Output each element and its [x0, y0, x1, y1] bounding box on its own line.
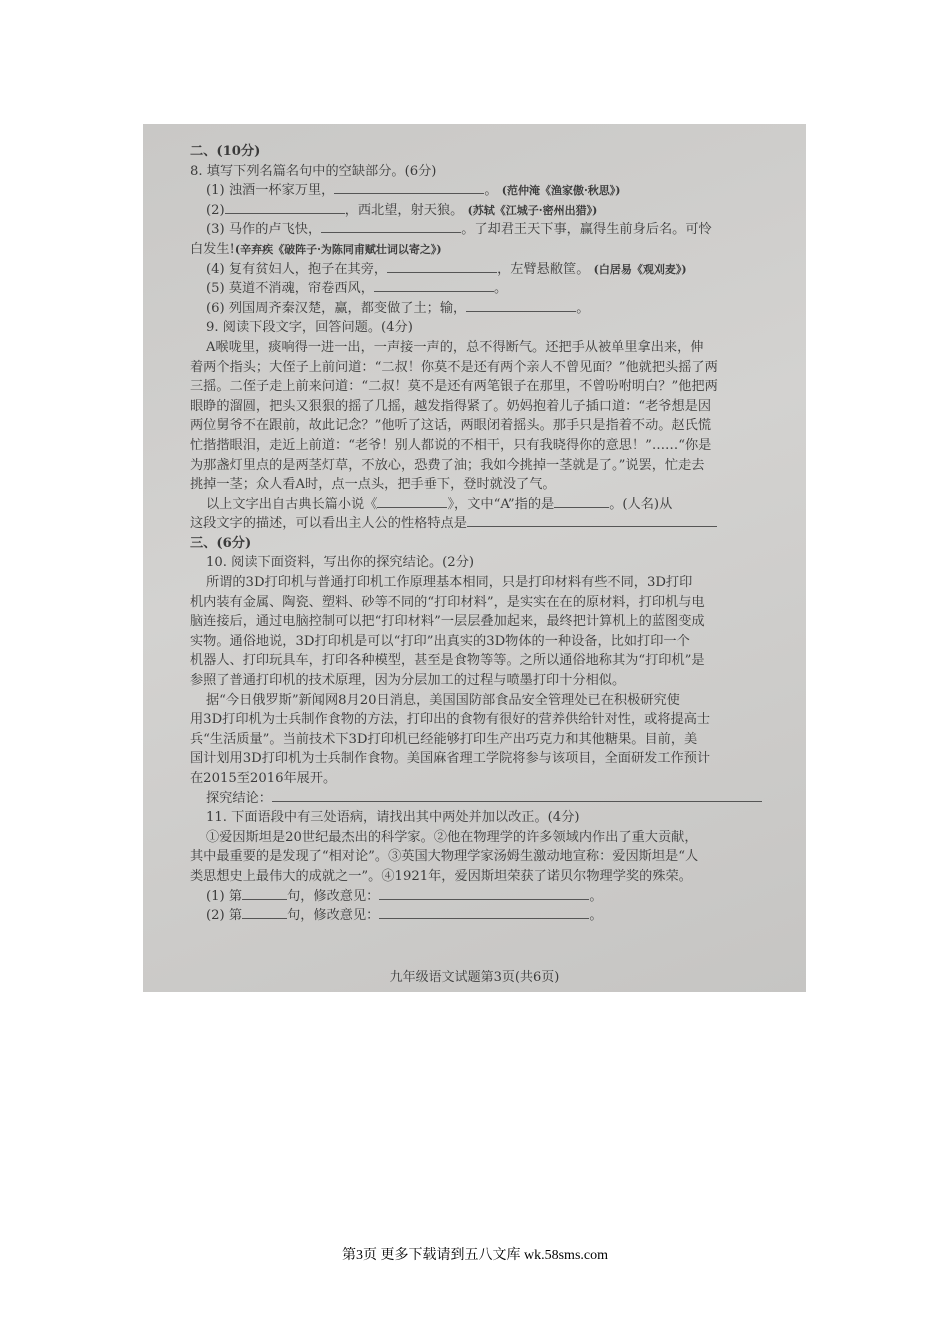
q10-passage-line: 所谓的3D打印机与普通打印机工作原理基本相同，只是打印材料有些不同，3D打印: [206, 575, 693, 591]
q11-passage-line: 其中最重要的是发现了“相对论”。③英国大物理学家汤姆生激动地宣称：爱因斯坦是“人: [190, 849, 699, 865]
q9-passage-line: 两位舅爷不在跟前，故此记念？”他听了这话，两眼闭着摇头。那手只是指着不动。赵氏慌: [190, 418, 712, 434]
q8-item-6: (6) 列国周齐秦汉楚，赢，都变做了土；输， 。: [206, 300, 590, 316]
q9-passage-line: A喉咙里，痰响得一进一出，一声接一声的，总不得断气。还把手从被单里拿出来，伸: [206, 339, 704, 355]
answer-blank: [379, 906, 589, 919]
section-2-header: 二、(10分): [190, 144, 261, 159]
q8-title: 8. 填写下列名篇名句中的空缺部分。(6分): [190, 163, 437, 179]
answer-blank: [554, 495, 609, 508]
q9-question: 以上文字出自古典长篇小说《 》，文中“A”指的是 。(人名)从: [206, 496, 673, 512]
q9-passage-line: 三摇。二侄子走上前来问道：“二叔！莫不是还有两笔银子在那里，不曾吩咐明白？”他把两: [190, 379, 718, 395]
answer-blank: [377, 495, 447, 508]
answer-blank: [225, 201, 345, 214]
q9-question-cont: 这段文字的描述，可以看出主人公的性格特点是: [190, 514, 776, 534]
q10-passage-line: 用3D打印机为士兵制作食物的方法，打印出的食物有很好的营养供给针对性，或将提高士: [190, 712, 711, 728]
q10-conclusion: 探究结论：: [190, 789, 776, 809]
q8-item-2: (2) ，西北望，射天狼。 (苏轼《江城子·密州出猎》): [206, 202, 598, 218]
q10-passage-line: 机内装有金属、陶瓷、塑料、砂等不同的“打印材料”，是实实在在的原材料，打印机与电: [190, 594, 705, 610]
q10-passage-line: 据“今日俄罗斯”新闻网8月20日消息，美国国防部食品安全管理处已在积极研究使: [206, 692, 680, 708]
answer-blank: [379, 887, 589, 900]
q8-item-3: (3) 马作的卢飞快， 。了却君王天下事，赢得生前身后名。可怜: [206, 222, 712, 238]
scanned-exam-page: [143, 124, 806, 992]
answer-blank: [242, 887, 287, 900]
q9-passage-line: 忙揩揩眼泪，走近上前道：“老爷！别人都说的不相干，只有我晓得你的意思！”……“你是: [190, 437, 712, 453]
q10-passage-line: 实物。通俗地说，3D打印机是可以“打印”出真实的3D物体的一种设备，比如打印一个: [190, 633, 690, 649]
q9-passage-line: 为那盏灯里点的是两茎灯草，不放心，恐费了油；我如今挑掉一茎就是了。”说罢，忙走去: [190, 457, 705, 473]
answer-blank: [242, 906, 287, 919]
answer-blank: [321, 220, 461, 233]
q9-passage-line: 挑掉一茎；众人看A时，点一点头，把手垂下，登时就没了气。: [190, 477, 556, 493]
q10-passage-line: 参照了普通打印机的技术原理，因为分层加工的过程与喷墨打印十分相似。: [190, 673, 626, 689]
q10-passage-line: 在2015至2016年展开。: [190, 771, 337, 786]
q10-title: 10. 阅读下面资料，写出你的探究结论。(2分): [206, 555, 475, 571]
q8-item-5: (5) 莫道不消魂，帘卷西风， 。: [206, 281, 508, 297]
q10-passage-line: 脑连接后，通过电脑控制可以把“打印材料”一层层叠加起来，最终把计算机上的蓝图变成: [190, 614, 705, 630]
q9-passage-line: 着两个指头；大侄子上前问道：“二叔！你莫不是还有两个亲人不曾见面？”他就把头摇了两: [190, 359, 718, 375]
q9-passage-line: 眼睁的溜圆，把头又狠狠的摇了几摇，越发指得紧了。奶妈抱着儿子插口道：“老爷想是因: [190, 398, 712, 414]
answer-blank: [466, 299, 576, 312]
answer-blank: [334, 181, 484, 194]
q11-title: 11. 下面语段中有三处语病，请找出其中两处并加以改正。(4分): [206, 810, 580, 826]
q10-passage-line: 国计划用3D打印机为士兵制作食物。美国麻省理工学院将参与该项目，全面研发工作预计: [190, 751, 711, 767]
q8-item-1: (1) 浊酒一杯家万里， 。 (范仲淹《渔家傲·秋思》): [206, 183, 621, 199]
q8-item-4: (4) 复有贫妇人，抱子在其旁， ，左臂悬敝筐。 (白居易《观刈麦》): [206, 261, 687, 277]
q11-passage-line: ①爱因斯坦是20世纪最杰出的科学家。②他在物理学的许多领域内作出了重大贡献，: [206, 829, 698, 845]
site-footer: 第3页 更多下载请到五八文库 wk.58sms.com: [342, 1248, 608, 1263]
answer-blank: [272, 789, 762, 802]
q10-passage-line: 兵“生活质量”。当前技术下3D打印机已经能够打印生产出巧克力和其他糖果。目前，美: [190, 731, 698, 747]
answer-blank: [387, 260, 497, 273]
section-3-header: 三、(6分): [190, 535, 252, 551]
q11-answer-2: (2) 第 句，修改意见： 。: [206, 908, 603, 924]
answer-blank: [467, 514, 717, 527]
exam-page-number: 九年级语文试题第3页(共6页): [389, 970, 560, 985]
q10-passage-line: 机器人、打印玩具车，打印各种模型，甚至是食物等等。之所以通俗地称其为“打印机”是: [190, 653, 705, 669]
answer-blank: [374, 279, 494, 292]
q11-passage-line: 类思想史上最伟大的成就之一”。④1921年，爱因斯坦荣获了诺贝尔物理学奖的殊荣。: [190, 868, 692, 884]
q11-answer-1: (1) 第 句，修改意见： 。: [206, 888, 603, 904]
q9-title: 9. 阅读下段文字，回答问题。(4分): [206, 320, 413, 336]
q8-item-3-cont: 白发生!(辛弃疾《破阵子·为陈同甫赋壮词以寄之》): [190, 241, 442, 257]
